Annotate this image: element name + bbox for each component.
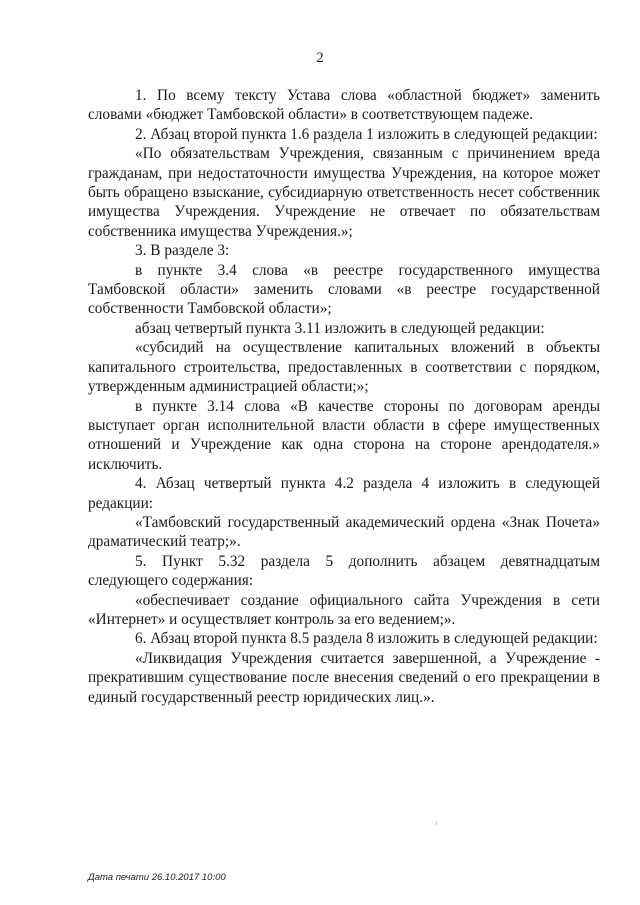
paragraph-8: в пункте 3.14 слова «В качестве стороны по договорам аренды выступает орган исполнительной власти области в сфере имущественных отношений и Учреждение как одна сторона на стороне арендодателя.» исключить. bbox=[88, 397, 600, 473]
paragraph-12: «обеспечивает создание официального сайта Учреждения в сети «Интернет» и осуществляет контроль за его ведением;». bbox=[88, 591, 600, 628]
paragraph-1: 1. По всему тексту Устава слова «областной бюджет» заменить словами «бюджет Тамбовской области» в соответствующем падеже. bbox=[88, 87, 600, 124]
paragraph-9: 4. Абзац четвертый пункта 4.2 раздела 4 изложить в следующей редакции: bbox=[88, 475, 600, 512]
paragraph-13: 6. Абзац второй пункта 8.5 раздела 8 изложить в следующей редакции: bbox=[135, 630, 598, 648]
paragraph-3: «По обязательствам Учреждения, связанным с причинением вреда гражданам, при недостаточности имущества Учреждения, на которое может быть обращено взыскание, субсидиарную ответственность несет собственник имущества Учреждения. Учреждение не отвечает по обязательствам собственника имущества Учреждения.»; bbox=[88, 145, 600, 240]
paragraph-7: «субсидий на осуществление капитальных вложений в объекты капитального строительства, предоставленных в соответствии с порядком, утвержденным администрацией области;»; bbox=[88, 339, 600, 396]
print-date-footer: Дата печати 26.10.2017 10:00 bbox=[88, 872, 226, 883]
paragraph-2: 2. Абзац второй пункта 1.6 раздела 1 изложить в следующей редакции: bbox=[135, 125, 598, 143]
page-number: 2 bbox=[316, 50, 324, 66]
paragraph-5: в пункте 3.4 слова «в реестре государственного имущества Тамбовской области» заменить словами «в реестре государственной собственности Тамбовской области»; bbox=[88, 261, 600, 318]
scan-speck bbox=[436, 822, 437, 825]
paragraph-10: «Тамбовский государственный академический ордена «Знак Почета» драматический театр;». bbox=[88, 513, 600, 551]
paragraph-6: абзац четвертый пункта 3.11 изложить в следующей редакции: bbox=[135, 319, 545, 337]
paragraph-11: 5. Пункт 5.32 раздела 5 дополнить абзацем девятнадцатым следующего содержания: bbox=[88, 552, 600, 590]
document-body bbox=[88, 86, 600, 707]
paragraph-14: «Ликвидация Учреждения считается завершенной, а Учреждение - прекратившим существование после внесения сведений о его прекращении в единый государственный реестр юридических лиц.». bbox=[88, 649, 600, 706]
paragraph-4: 3. В разделе 3: bbox=[135, 242, 230, 260]
